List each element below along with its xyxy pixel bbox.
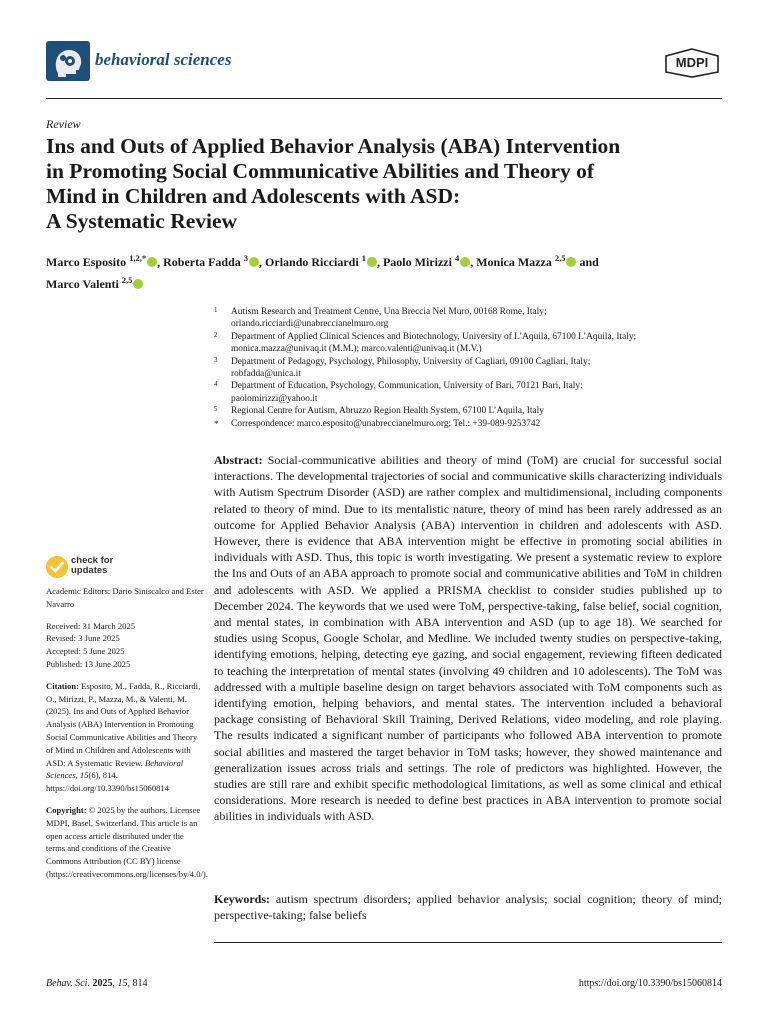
- author-affiliation-sup: 3: [243, 253, 249, 263]
- affiliation-line: Autism Research and Treatment Centre, Una Breccia Nel Muro, 00168 Rome, Italy;: [231, 307, 547, 317]
- author-separator: and: [576, 255, 599, 269]
- footer-doi-link[interactable]: https://doi.org/10.3390/bs15060814: [578, 978, 722, 989]
- affiliation-line: Department of Applied Clinical Sciences and Biotechnology, University of L’Aquila, 67100 L’Aquila, Italy;: [231, 331, 637, 342]
- affiliation-item: [214, 331, 734, 356]
- title-line: Mind in Children and Adolescents with ASD:: [46, 184, 461, 208]
- author-name[interactable]: Marco Esposito: [46, 255, 127, 269]
- footer-volume: 15: [117, 978, 128, 989]
- orcid-icon[interactable]: [460, 257, 470, 267]
- author-affiliation-sup: 1: [361, 253, 366, 263]
- affiliation-item: [214, 356, 734, 381]
- abstract: [214, 452, 722, 825]
- footer-article-no: , 814: [127, 978, 148, 989]
- footer-journal-abbr: Behav. Sci.: [46, 978, 90, 989]
- affiliation-item: [214, 306, 734, 331]
- publisher-name: MDPI: [675, 55, 709, 70]
- affiliation-number: 3: [214, 355, 218, 364]
- keywords: [214, 891, 722, 923]
- affiliation-number: 4: [214, 380, 218, 389]
- orcid-icon[interactable]: [367, 257, 377, 267]
- title-line: A Systematic Review: [46, 209, 238, 233]
- copyright: [46, 804, 208, 881]
- academic-editors-names: Dario Siniscalco and Ester Navarro: [46, 586, 204, 609]
- author-affiliation-sup: 1,2,*: [129, 253, 147, 263]
- orcid-icon[interactable]: [566, 257, 576, 267]
- abstract-text: Social-communicative abilities and theory of mind (ToM) are crucial for successful social interactions. The developmental trajectories of social and communicative skills characterizing individuals with Autism Spectrum Disorder (ASD) are rather complex and multidimensional, including components related to theory of mind. Due to its mentalistic nature, theory of mind has been rarely addressed as an outcome for Applied Behavior Analysis (ABA) intervention in children and adolescents with ASD. However, there is evidence that ABA intervention might be effective in promoting social abilities in individuals with ASD. Thus, this topic is worth investigating. We present a systematic review to explore the Ins and Outs of an ABA approach to promote social and communicative abilities and ToM in children and adolescents with ASD. We applied a PRISMA checklist to consider studies published up to December 2024. The keywords that we used were ToM, perspective-taking, false belief, social cognition, and mental states, in combination with ABA intervention and ASD (up to age 18). We searched for studies using Scopus, Google Scholar, and Medline. We included twenty studies on perspective-taking, identifying emotions, helping, detecting eye gazing, and social engagement, reviewing fifteen dedicated to teaching the interpretation of mental states (involving 49 children and 10 adolescents). The ToM was addressed with a multiple baseline design on target behaviors associated with ToM components such as identifying emotion, helping behaviors, and mental states. The intervention included a behavioral package consisting of Behavioral Skill Training, Derived Relations, video modeling, and role playing. The results indicated a significant number of participants who followed ABA intervention to promote social abilities and mastered the target behavior in ToM tasks; however, they showed maintenance and generalization issues across trials and settings. The role of predictors was highlighted. However, the studies are still rare and exhibit specific methodological limitations, as well as some clinical and ethical considerations. More research is needed to define best practices in ABA intervention to promote social abilities in individuals with ASD.: [214, 453, 723, 824]
- keywords-label: Keywords:: [214, 892, 270, 906]
- academic-editors-label: Academic Editors:: [46, 586, 111, 596]
- footer-year: 2025: [92, 978, 113, 989]
- checkmark-icon: [46, 556, 68, 578]
- affiliation-item: [214, 418, 734, 430]
- author-affiliation-sup: 2,5: [121, 275, 133, 285]
- journal-logo: [46, 41, 90, 81]
- orcid-icon[interactable]: [249, 257, 259, 267]
- title-line: Ins and Outs of Applied Behavior Analysis (ABA) Intervention: [46, 134, 621, 158]
- check-for-updates-icon[interactable]: [46, 556, 68, 578]
- affiliation-item: [214, 380, 734, 405]
- affiliation-line: robfadda@unica.it: [231, 369, 301, 380]
- check-updates-line-1: check for: [71, 555, 114, 566]
- citation: [46, 680, 204, 795]
- affiliation-line: Regional Centre for Autism, Abruzzo Region Health System, 67100 L’Aquila, Italy: [231, 406, 544, 417]
- author-list: [46, 249, 726, 293]
- date-revised: Revised: 3 June 2025: [46, 633, 120, 644]
- abstract-label: Abstract:: [214, 453, 263, 467]
- affiliation-number: *: [214, 418, 219, 429]
- affiliations: [214, 306, 734, 430]
- orcid-icon[interactable]: [133, 279, 143, 289]
- orcid-icon[interactable]: [147, 257, 157, 267]
- affiliation-line: Department of Education, Psychology, Communication, University of Bari, 70121 Bari, Italy;: [231, 381, 583, 392]
- affiliation-number: 1: [214, 306, 218, 314]
- keywords-text: autism spectrum disorders; applied behavior analysis; social cognition; theory of mind; perspective-taking; false beliefs: [214, 892, 722, 923]
- check-updates-line-2: updates: [71, 565, 108, 576]
- affiliation-number: 5: [214, 405, 218, 414]
- author-separator: ,: [376, 255, 383, 269]
- publisher-logo[interactable]: [664, 48, 720, 78]
- affiliation-line: monica.mazza@univaq.it (M.M.); marco.valenti@univaq.it (M.V.): [231, 344, 482, 355]
- citation-journal: Behavioral Sciences: [46, 757, 184, 781]
- author-name[interactable]: Paolo Mirizzi: [382, 255, 452, 269]
- check-for-updates-button[interactable]: [71, 556, 113, 576]
- article-type: Review: [46, 117, 81, 131]
- article-info-sidebar: [46, 585, 208, 890]
- footer-citation: Behav. Sci. 2025, 15, 814: [46, 978, 148, 989]
- affiliation-line: orlando.ricciardi@unabreccianelmuro.org: [231, 319, 389, 330]
- date-published: Published: 13 June 2025: [46, 658, 131, 669]
- citation-doi[interactable]: (6), 814. https://doi.org/10.3390/bs15060814: [46, 770, 170, 794]
- author-name[interactable]: Roberta Fadda: [163, 255, 241, 269]
- affiliation-number: 2: [214, 330, 218, 339]
- citation-volume: , 15: [75, 770, 89, 781]
- author-affiliation-sup: 4: [454, 253, 460, 263]
- citation-label: Citation:: [46, 680, 79, 691]
- brain-gear-icon: [46, 41, 90, 81]
- date-accepted: Accepted: 5 June 2025: [46, 646, 125, 657]
- author-name[interactable]: Marco Valenti: [46, 277, 119, 291]
- affiliation-line: Department of Pedagogy, Psychology, Philosophy, University of Cagliari, 09100 Cagliari, Italy;: [231, 356, 591, 367]
- author-affiliation-sup: 2,5: [554, 253, 566, 263]
- date-received: Received: 31 March 2025: [46, 620, 136, 631]
- article-title: [46, 134, 736, 234]
- header-divider: [46, 98, 722, 99]
- affiliation-item: [214, 405, 734, 417]
- copyright-text: © 2025 by the authors. Licensee MDPI, Basel, Switzerland. This article is an open access article distributed under the terms and conditions of the Creative Commons Attribution (CC BY) license (https://creativecommons.org/licenses/by/4.0/).: [46, 804, 208, 879]
- title-line: in Promoting Social Communicative Abilities and Theory of: [46, 159, 595, 183]
- publication-dates: [46, 620, 204, 671]
- author-name[interactable]: Orlando Ricciardi: [265, 255, 359, 269]
- citation-text: Esposito, M., Fadda, R., Ricciardi, O., Mirizzi, P., Mazza, M., & Valenti, M. (2025). Ins and Outs of Applied Behavior Analysis (ABA) Intervention in Promoting Social Communicative Abilities and Theory of Mind in Children and Adolescents with ASD: A Systematic Review.: [46, 680, 201, 768]
- abstract-divider: [214, 942, 722, 943]
- academic-editors: [46, 585, 204, 611]
- author-separator: ,: [259, 255, 266, 269]
- author-name[interactable]: Monica Mazza: [476, 255, 552, 269]
- affiliation-line: Correspondence: marco.esposito@unabreccianelmuro.org; Tel.: +39-089-9253742: [231, 418, 541, 429]
- affiliation-line: paolomirizzi@yahoo.it: [231, 393, 318, 404]
- author-separator: ,: [157, 255, 164, 269]
- copyright-label: Copyright:: [46, 804, 87, 815]
- journal-name[interactable]: behavioral sciences: [95, 50, 232, 69]
- author-separator: ,: [470, 255, 477, 269]
